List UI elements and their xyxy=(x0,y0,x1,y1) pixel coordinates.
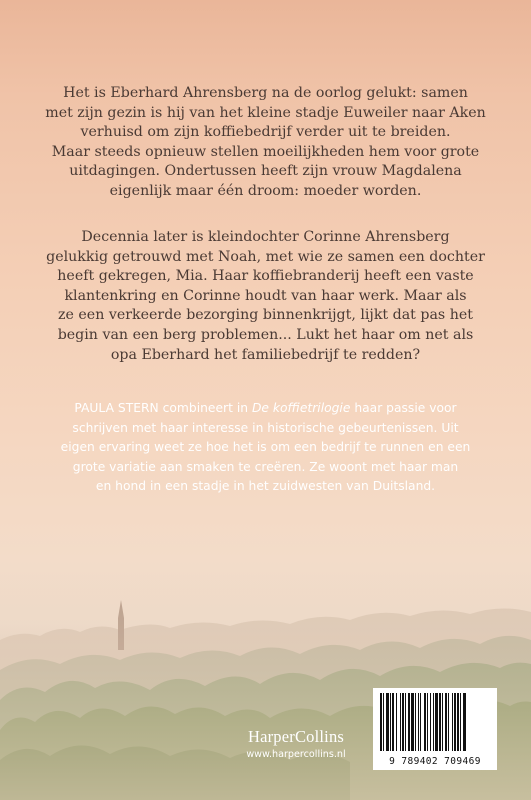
bio-line: eigen ervaring weet ze hoe het is om een bedrijf te runnen en een xyxy=(60,440,471,455)
bio-author-intro: PAULA STERN combineert in xyxy=(74,401,252,415)
blurb-line: klantenkring en Corinne houdt van haar werk. Maar als xyxy=(64,287,467,304)
author-bio xyxy=(0,399,531,497)
publisher-logo: HarperCollins xyxy=(247,727,345,746)
bio-line-end: haar passie voor xyxy=(350,401,457,415)
blurb-line: met zijn gezin is hij van het kleine stadje Euweiler naar Aken xyxy=(45,104,486,121)
bio-line: schrijven met haar interesse in historische gebeurtenissen. Uit xyxy=(72,420,459,435)
publisher-url: www.harpercollins.nl xyxy=(246,749,346,760)
blurb-line: Decennia later is kleindochter Corinne Ahrensberg xyxy=(81,229,450,245)
blurb-line: opa Eberhard het familiebedrijf te redden? xyxy=(110,346,421,363)
blurb-paragraph-1 xyxy=(0,84,531,202)
bio-line xyxy=(0,399,531,419)
bio-line: en hond in een stadje in het zuidwesten van Duitsland. xyxy=(95,479,436,494)
isbn-number: 9 789402 709469 xyxy=(389,756,481,767)
blurb-line: ze een verkeerde bezorging binnenkrijgt, lijkt dat pas het xyxy=(58,307,473,324)
bio-line: grote variatie aan smaken te creëren. Ze woont met haar man xyxy=(72,459,459,474)
blurb-line: heeft gekregen, Mia. Haar koffiebranderij heeft een vaste xyxy=(57,268,474,285)
blurb-line: gelukkig getrouwd met Noah, met wie ze samen een dochter xyxy=(46,248,485,265)
blurb-line: eigenlijk maar één droom: moeder worden. xyxy=(109,182,422,199)
blurb-paragraph-2 xyxy=(0,228,531,365)
blurb-line: uitdagingen. Ondertussen heeft zijn vrouw Magdalena xyxy=(69,163,462,180)
blurb-line: Maar steeds opnieuw stellen moeilijkheden hem voor grote xyxy=(51,143,480,160)
blurb-line: verhuisd om zijn koffiebedrijf verder uit te breiden. xyxy=(80,124,451,141)
blurb-line: begin van een berg problemen... Lukt het haar om net als xyxy=(57,326,474,343)
publisher-block xyxy=(226,727,366,760)
blurb-line: Het is Eberhard Ahrensberg na de oorlog gelukt: samen xyxy=(63,85,468,101)
series-title: De koffietrilogie xyxy=(251,401,351,415)
isbn-barcode xyxy=(373,688,497,770)
barcode-bars xyxy=(378,693,492,751)
